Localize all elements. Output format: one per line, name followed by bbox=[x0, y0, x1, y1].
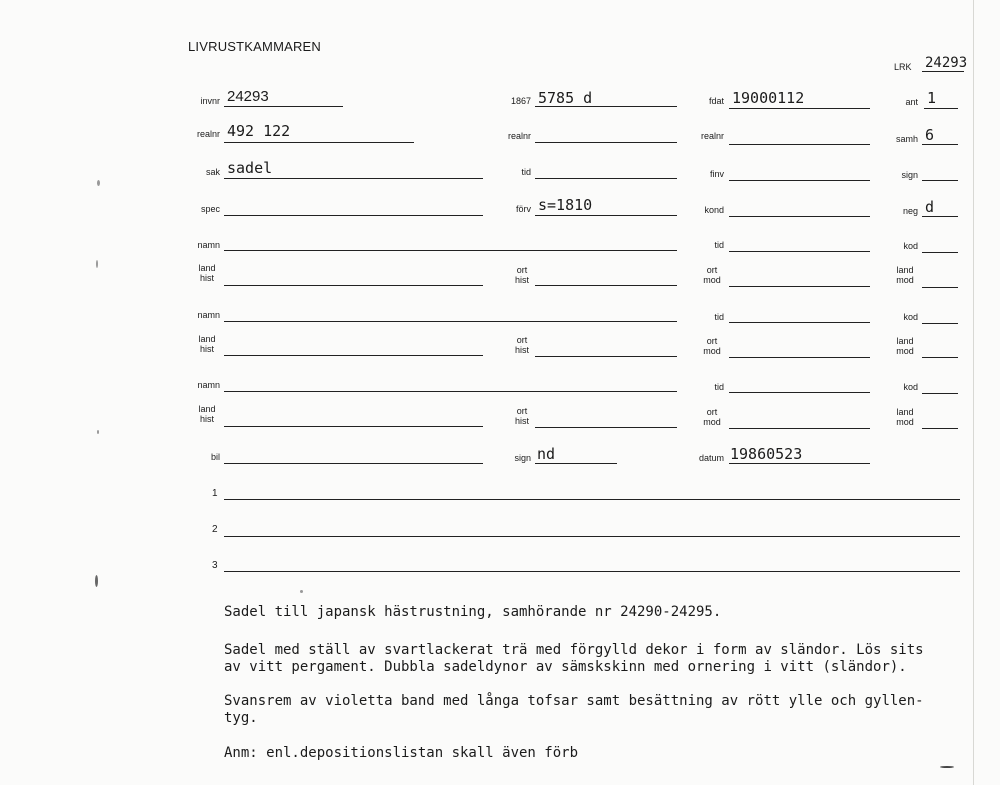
mod-label-1: mod bbox=[703, 275, 721, 285]
speck bbox=[940, 766, 954, 768]
ort-hist-line-3 bbox=[535, 427, 677, 428]
namn-label-3: namn bbox=[197, 380, 220, 390]
hist-label-1: hist bbox=[199, 273, 214, 283]
ant-line bbox=[924, 108, 958, 109]
tid-line-2 bbox=[729, 251, 870, 252]
ort-label-5: ort bbox=[516, 406, 528, 416]
ort-label-1: ort bbox=[516, 265, 528, 275]
sak-label: sak bbox=[205, 167, 220, 177]
land-hist-line-2 bbox=[224, 355, 483, 356]
ort-mod-line-2 bbox=[729, 357, 870, 358]
land-mod-line-2 bbox=[922, 357, 958, 358]
kod-line-2 bbox=[922, 323, 958, 324]
kod-label-2: kod bbox=[903, 312, 918, 322]
tid-line-4 bbox=[729, 392, 870, 393]
tid-line-1 bbox=[535, 178, 677, 179]
neg-line bbox=[922, 216, 958, 217]
bil-line bbox=[224, 463, 483, 464]
kod-label-3: kod bbox=[903, 382, 918, 392]
card-edge bbox=[973, 0, 974, 785]
year-value[interactable]: 5785 d bbox=[538, 89, 593, 107]
land-label-2: land bbox=[896, 265, 914, 275]
speck bbox=[96, 260, 98, 268]
fdat-line bbox=[729, 108, 870, 109]
realnr-label-3: realnr bbox=[700, 131, 724, 141]
speck bbox=[300, 590, 303, 593]
line-number-2: 2 bbox=[212, 524, 218, 535]
tid-label-2: tid bbox=[714, 240, 724, 250]
hist-label-2: hist bbox=[514, 275, 529, 285]
hist-label-5: hist bbox=[199, 414, 214, 424]
land-mod-line-3 bbox=[922, 428, 958, 429]
sign-line-2 bbox=[535, 463, 617, 464]
kod-line-1 bbox=[922, 252, 958, 253]
kod-label-1: kod bbox=[903, 241, 918, 251]
land-label-5: land bbox=[198, 404, 216, 414]
forv-value[interactable]: s=1810 bbox=[538, 196, 593, 214]
description-line-3: av vitt pergament. Dubbla sadeldynor av sämskskinn med ornering i vitt (sländor). bbox=[224, 659, 907, 675]
land-hist-line-1 bbox=[224, 285, 483, 286]
namn-line-2 bbox=[224, 321, 677, 322]
invnr-value[interactable]: 24293 bbox=[227, 88, 269, 105]
speck bbox=[95, 575, 98, 587]
tid-label-3: tid bbox=[714, 312, 724, 322]
lrk-value[interactable]: 24293 bbox=[925, 55, 968, 71]
realnr-line-3 bbox=[729, 144, 870, 145]
datum-line bbox=[729, 463, 870, 464]
free-line-3 bbox=[224, 571, 960, 572]
spec-line bbox=[224, 215, 483, 216]
sak-line bbox=[224, 178, 483, 179]
realnr-value[interactable]: 492 122 bbox=[227, 122, 291, 140]
lrk-line bbox=[922, 71, 964, 72]
datum-value[interactable]: 19860523 bbox=[730, 445, 803, 463]
sign-line-1 bbox=[922, 180, 958, 181]
forv-line bbox=[535, 215, 677, 216]
samh-label: samh bbox=[895, 134, 918, 144]
fdat-label: fdat bbox=[708, 96, 724, 106]
ant-value[interactable]: 1 bbox=[927, 89, 937, 107]
ort-mod-line-1 bbox=[729, 286, 870, 287]
invnr-line bbox=[224, 106, 343, 107]
namn-line-1 bbox=[224, 250, 677, 251]
sak-value[interactable]: sadel bbox=[227, 159, 273, 177]
sign-value[interactable]: nd bbox=[537, 445, 556, 463]
realnr-line-2 bbox=[535, 142, 677, 143]
land-label-6: land bbox=[896, 407, 914, 417]
line-number-3: 3 bbox=[212, 560, 218, 571]
hist-label-3: hist bbox=[199, 344, 214, 354]
neg-value[interactable]: d bbox=[925, 198, 935, 216]
land-label-4: land bbox=[896, 336, 914, 346]
mod-label-6: mod bbox=[896, 417, 914, 427]
year-line bbox=[535, 106, 677, 107]
finv-label: finv bbox=[709, 169, 724, 179]
samh-value[interactable]: 6 bbox=[925, 126, 935, 144]
realnr-label-1: realnr bbox=[196, 129, 220, 139]
ort-mod-line-3 bbox=[729, 428, 870, 429]
finv-line bbox=[729, 180, 870, 181]
hist-label-4: hist bbox=[514, 345, 529, 355]
tid-label-1: tid bbox=[521, 167, 531, 177]
hist-label-6: hist bbox=[514, 416, 529, 426]
sign-label-1: sign bbox=[901, 170, 918, 180]
description-line-6: Anm: enl.depositionslistan skall även förb bbox=[224, 745, 579, 761]
ort-label-2: ort bbox=[706, 265, 718, 275]
lrk-label: LRK bbox=[894, 62, 912, 72]
invnr-label: invnr bbox=[200, 96, 220, 106]
description-line-4: Svansrem av violetta band med långa tofsar samt besättning av rött ylle och gyllen- bbox=[224, 693, 924, 709]
description-line-2: Sadel med ställ av svartlackerat trä med förgylld dekor i form av sländor. Lös sits bbox=[224, 642, 924, 658]
description-line-5: tyg. bbox=[224, 710, 258, 726]
ort-hist-line-2 bbox=[535, 356, 677, 357]
namn-line-3 bbox=[224, 391, 677, 392]
neg-label: neg bbox=[902, 206, 918, 216]
kond-label: kond bbox=[704, 205, 724, 215]
card-title: LIVRUSTKAMMAREN bbox=[188, 39, 322, 54]
realnr-label-2: realnr bbox=[507, 131, 531, 141]
land-hist-line-3 bbox=[224, 426, 483, 427]
spec-label: spec bbox=[200, 204, 220, 214]
year-label: 1867 bbox=[510, 96, 531, 106]
datum-label: datum bbox=[698, 453, 724, 463]
namn-label-2: namn bbox=[197, 310, 220, 320]
kond-line bbox=[729, 216, 870, 217]
namn-label-1: namn bbox=[197, 240, 220, 250]
speck bbox=[97, 430, 99, 434]
ort-hist-line-1 bbox=[535, 285, 677, 286]
ort-label-6: ort bbox=[706, 407, 718, 417]
realnr-line-1 bbox=[224, 142, 414, 143]
tid-line-3 bbox=[729, 322, 870, 323]
bil-label: bil bbox=[210, 452, 220, 462]
mod-label-2: mod bbox=[896, 275, 914, 285]
ort-label-4: ort bbox=[706, 336, 718, 346]
land-label-3: land bbox=[198, 334, 216, 344]
mod-label-4: mod bbox=[896, 346, 914, 356]
samh-line bbox=[922, 144, 958, 145]
land-label-1: land bbox=[198, 263, 216, 273]
mod-label-3: mod bbox=[703, 346, 721, 356]
forv-label: förv bbox=[515, 204, 531, 214]
line-number-1: 1 bbox=[212, 488, 218, 499]
mod-label-5: mod bbox=[703, 417, 721, 427]
sign-label-2: sign bbox=[514, 453, 531, 463]
free-line-1 bbox=[224, 499, 960, 500]
fdat-value[interactable]: 19000112 bbox=[732, 89, 805, 107]
tid-label-4: tid bbox=[714, 382, 724, 392]
land-mod-line-1 bbox=[922, 287, 958, 288]
speck bbox=[97, 180, 100, 186]
kod-line-3 bbox=[922, 393, 958, 394]
ant-label: ant bbox=[905, 97, 918, 107]
free-line-2 bbox=[224, 536, 960, 537]
description-line-1: Sadel till japansk hästrustning, samhörande nr 24290-24295. bbox=[224, 604, 722, 620]
ort-label-3: ort bbox=[516, 335, 528, 345]
